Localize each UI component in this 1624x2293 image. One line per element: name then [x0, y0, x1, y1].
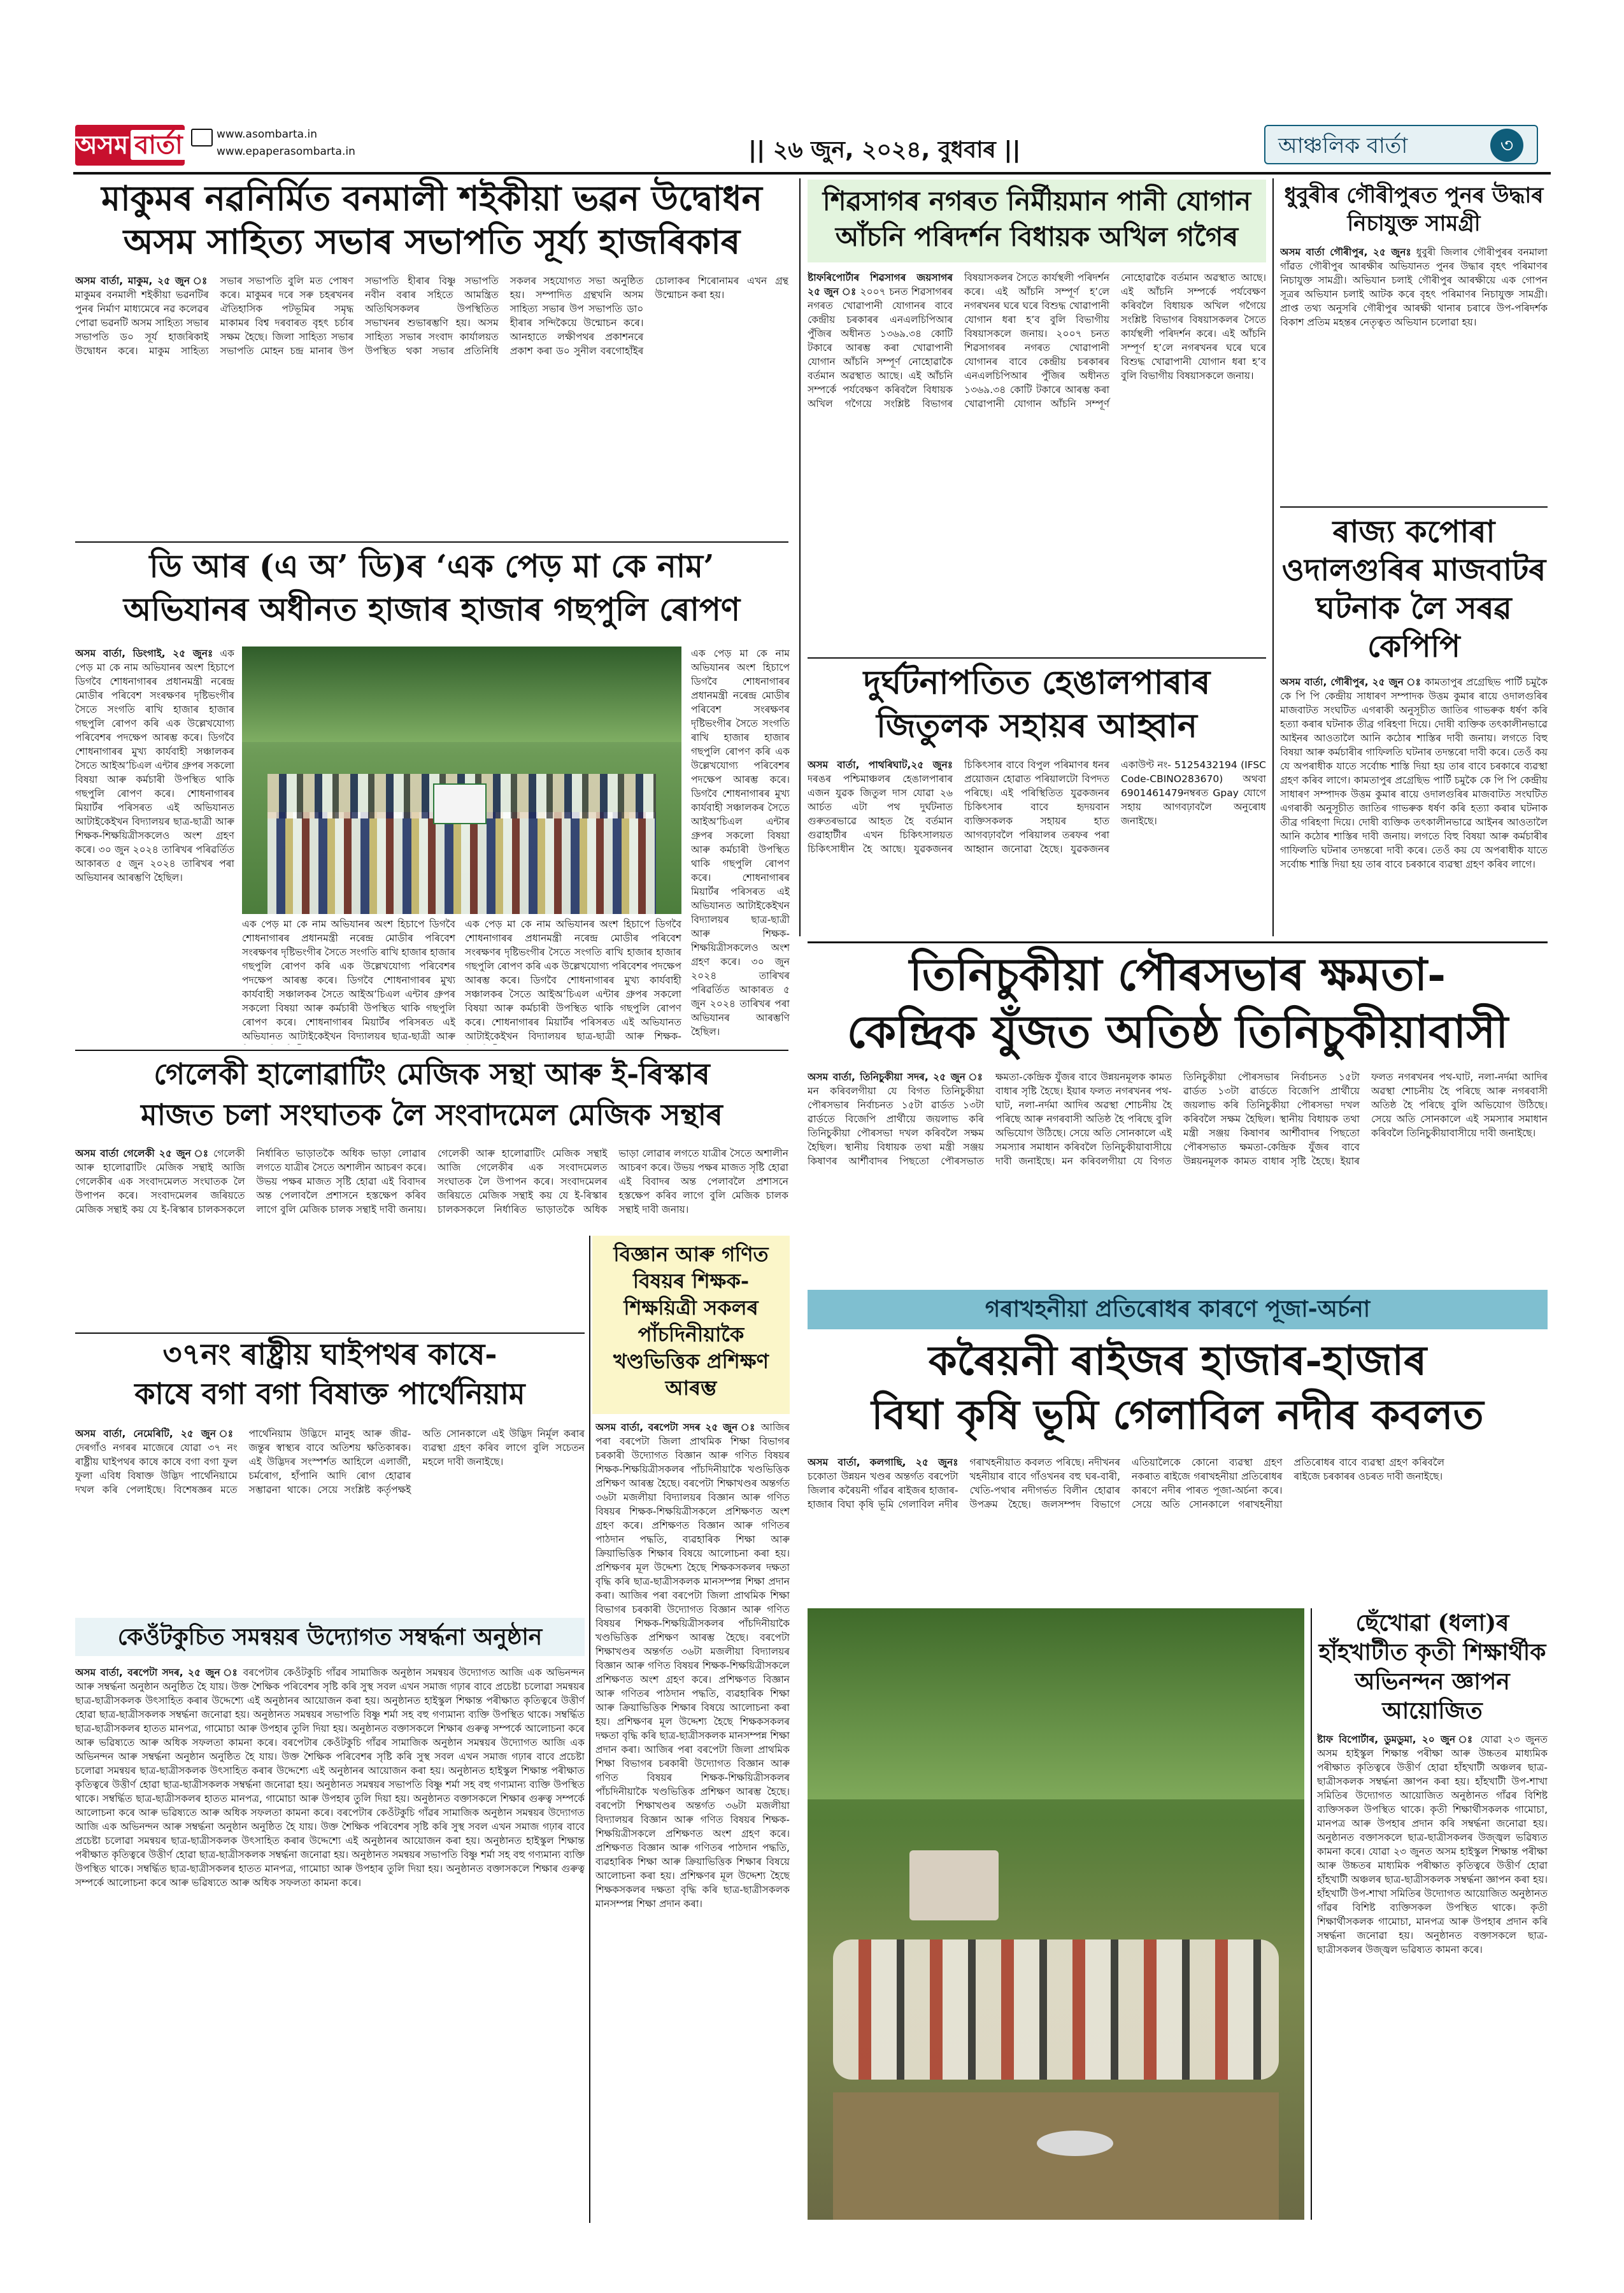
masthead-divider — [73, 172, 1551, 175]
chhekhowa-body-text-2: যোৱা ২৩ জুনত অসম হাইস্কুল শিক্ষান্ত পৰীক্ষা আৰু উচ্চতৰ মাধ্যমিক পৰীক্ষাত কৃতিত্বৰে উত্তীৰ্ণ হোৱা হাঁহখাটী অঞ্চলৰ ছাত্ৰ-ছাত্ৰীসকলক সম্বৰ্দ্ধনা জ্ঞাপন কৰা হয়। হাঁহখাটী উপ-শাখা সমিতিৰ উদ্যোগত আয়োজিত অনুষ্ঠানত গাঁৱৰ বিশিষ্ট ব্যক্তিসকল উপস্থিত থাকে। কৃতী শিক্ষাৰ্থীসকলক গামোচা, মানপত্ৰ আৰু উপহাৰ প্ৰদান কৰি সম্বৰ্দ্ধনা জনোৱা হয়। অনুষ্ঠানত বক্তাসকলে ছাত্ৰ-ছাত্ৰীসকলৰ উজ্জ্বল ভৱিষ্যত কামনা কৰে। — [1317, 1846, 1548, 1955]
nh37-body-text: দেৰগাঁও নগৰৰ মাজেৰে যোৱা ৩৭ নং ৰাষ্ট্ৰীয় ঘাইপথৰ কাষে কাষে বগা বগা ফুল ফুলা এবিধ বিষাক্ত উদ্ভিদ পাৰ্থেনিয়ামে দখল কৰি পেলাইছে। বিশেষজ্ঞৰ মতে পাৰ্থেনিয়াম উদ্ভিদে মানুহ আৰু জীৱ-জন্তুৰ স্বাস্থ্যৰ বাবে অতিশয় ক্ষতিকাৰক। এই উদ্ভিদৰ সংস্পৰ্শত আহিলে এলাৰ্জী, চৰ্মৰোগ, হাঁপানি আদি ৰোগ হোৱাৰ সম্ভাৱনা থাকে। সেয়ে সংশ্লিষ্ট কৰ্তৃপক্ষই অতি সোনকালে এই উদ্ভিদ নিৰ্মূল কৰাৰ ব্যৱস্থা গ্ৰহণ কৰিব লাগে বুলি সচেতন মহলে দাবী জনাইছে। — [75, 1428, 585, 1496]
gorakhania-body-text: চকোতা উন্নয়ন খণ্ডৰ অন্তৰ্গত বৰপেটা জিলাৰ কৰৈয়নী গাঁৱৰ ৰাইজৰ হাজাৰ-হাজাৰ বিঘা কৃষি ভূমি গেলাবিল নদীৰ গৰাখহনীয়াত কবলত পৰিছে। নদীখনৰ খহনীয়াৰ বাবে গাঁওখনৰ বহু ঘৰ-বাৰী, খেতি-পথাৰ নদীগৰ্ভত বিলীন হোৱাৰ উপক্ৰম হৈছে। জলসম্পদ বিভাগে এতিয়ালৈকে কোনো ব্যৱস্থা গ্ৰহণ নকৰাত ৰাইজে গৰাখহনীয়া প্ৰতিৰোধৰ কাৰণে নদীৰ পাৰত পূজা-অৰ্চনা কৰে। সেয়ে অতি সোনকালে গৰাখহনীয়া প্ৰতিৰোধৰ বাবে ব্যৱস্থা গ্ৰহণ কৰিবলৈ ৰাইজে চৰকাৰৰ ওচৰত দাবী জনাইছে। — [808, 1457, 1444, 1510]
kpp-dateline: অসম বাৰ্তা, গৌৰীপুৰ, ২৫ জুন ঃ — [1280, 676, 1421, 688]
gelekey-body-text-2: গেলেকী আৰু হালোৱাটিং মেজিক সন্থাই আজি গেলেকীৰ এক সংবাদমেলত সংঘাতক লৈ উপাপন কৰে। সংবাদমেলৰ জৰিয়তে মেজিক সন্থাই কয় যে ই-ৰিস্কাৰ চালকসকলে নিৰ্ধাৰিত ভাড়াতকৈ অধিক ভাড়া লোৱাৰ লগতে যাত্ৰীৰ সৈতে অশালীন আচৰণ কৰে। উভয় পক্ষৰ মাজত সৃষ্টি হোৱা এই বিবাদৰ অন্ত পেলাবলৈ প্ৰশাসনে হস্তক্ষেপ কৰিব লাগে বুলি মেজিক চালক সন্থাই দাবী জনায়। — [438, 1148, 788, 1215]
makum-article-body — [75, 274, 788, 529]
nh37-headline-1: ৩৭নং ৰাষ্ট্ৰীয় ঘাইপথৰ কাষে- — [162, 1337, 497, 1371]
crowd-of-people — [267, 812, 656, 914]
dhengalpar-headline-1: দুৰ্ঘটনাপতিত হেঙালপাৰাৰ — [863, 663, 1211, 702]
dhengalpar-body-text: দৰঙৰ পশ্চিমাঞ্চলৰ হেঙালপাৰাৰ এজন যুৱক জিতুল দাস যোৱা ২৬ আৰ্চত এটা পথ দুৰ্ঘটনাত গুৰুতৰভাৱে আহত হৈ বৰ্তমান গুৱাহাটীৰ এখন চিকিৎসালয়ত চিকিৎসাধীন হৈ আছে। যুৱকজনৰ চিকিৎসাৰ বাবে বিপুল পৰিমাণৰ ধনৰ প্ৰয়োজন হোৱাত পৰিয়ালটো বিপদত পৰিছে। এই পৰিস্থিতিত যুৱকজনৰ চিকিৎসাৰ বাবে হৃদয়বান ব্যক্তিসকলক সহায়ৰ হাত আগবঢ়াবলৈ পৰিয়ালৰ তৰফৰ পৰা আহ্বান জনোৱা হৈছে। — [808, 759, 1109, 855]
keotukuchi-article-body — [75, 1666, 585, 2220]
science-dateline: অসম বাৰ্তা, বৰপেটা সদৰ ২৫ জুন ঃ — [595, 1422, 757, 1433]
column-divider — [1311, 1608, 1312, 2220]
ekper-article-body-cont2 — [465, 917, 681, 1045]
women-praying-group — [833, 1939, 1279, 2080]
kpp-article-body — [1280, 675, 1548, 930]
chhekhowa-article-body — [1317, 1732, 1548, 2220]
municipality-body-text-2: মন কৰিবলগীয়া যে বিগত তিনিচুকীয়া পৌৰসভাৰ নিৰ্বাচনত ১৫টা ৱাৰ্ডত ১৩টা ৱাৰ্ডতে বিজেপি প্ৰাৰ্থীয়ে জয়লাভ কৰি তিনিচুকীয়া পৌৰসভা দখল কৰিবলৈ সক্ষম হৈছিল। স্থানীয় বিধায়ক তথা মন্ত্ৰী সঞ্জয় কিষাণৰ আৰ্শীবাদৰ পিছতো পৌৰসভাত ক্ষমতা-কেন্দ্ৰিক যুঁজৰ বাবে উন্নয়নমূলক কামত বাধাৰ সৃষ্টি হৈছে। ইয়াৰ ফলত নগৰখনৰ পথ-ঘাট, নলা-নৰ্দমা আদিৰ অৱস্থা শোচনীয় হৈ পৰিছে আৰু নগৰবাসী অতিষ্ঠ হৈ পৰিছে বুলি অভিযোগ উঠিছে। সেয়ে অতি সোনকালে এই সমস্যাৰ সমাধান কৰিবলৈ তিনিচুকীয়াবাসীয়ে দাবী জনাইছে। — [1062, 1071, 1548, 1167]
gelekey-headline-1: গেলেকী হালোৱাটিং মেজিক সন্থা আৰু ই-ৰিস্কাৰ — [153, 1057, 710, 1091]
column-divider — [799, 178, 801, 936]
ground — [833, 2092, 1279, 2220]
ekper-article-body-cont — [242, 917, 455, 1045]
gorakhania-article-body — [808, 1455, 1444, 1602]
dhubri-dateline: অসম বাৰ্তা গৌৰীপুৰ, ২৫ জুনঃ — [1280, 246, 1411, 258]
dhengalpar-headline-2: জিতুলক সহায়ৰ আহ্বান — [876, 706, 1197, 745]
epaper-url[interactable]: www.epaperasombarta.in — [217, 145, 355, 158]
makum-body-text: মাকুমৰ বনমালী শইকীয়া ভৱনটিৰ পুনৰ নিৰ্মাণ মাধ্যমেৰে নৱ কলেৱৰ পোৱা ভৱনটি অসম সাহিত্য সভাৰ সভাপতি ড০ সূৰ্য হাজৰিকাই উদ্বোধন কৰে। মাকুম সাহিত্য সভাৰ সভাপতি বুলি মত পোষণ কৰে। মাকুমৰ দৰে সৰু চহৰখনৰ ঐতিহাসিক পটভূমিৰ সমৃদ্ধ মাকামৰ বিশ্ব দৰবাৰত বৃহৎ চৰ্চাৰ সক্ষম হৈছে। জিলা সাহিত্য সভাৰ সভাপতি মোহন চন্দ্ৰ মানাৰ উপ সভাপতি হীৰাৰ বিষ্ণু সভাপতি নবীন বৰাৰ সহিতে আমন্ত্ৰিত অতিথিসকলৰ উপস্থিতিত সভাখনৰ শুভাৰম্ভণি হয়। অসম সাহিত্য সভাৰ সংবাদ কাৰ্যালয়ত উপস্থিত থকা সভাৰ প্ৰতিনিধি সকলৰ সহযোগত সভা অনুষ্ঠিত হয়। সম্পাদিত গ্ৰন্থখনি অসম সাহিত্য সভাৰ উপ সভাপতি ডা০ হীৰাৰ সন্দিকৈয়ে উন্মোচন কৰে। আনহাতে লক্ষীপথৰ প্ৰকাশনৰে প্ৰকাশ কৰা ড০ সুনীল বৰগোহাঁইৰ চোলাকৰ শিৰোনামৰ এখন গ্ৰন্থ উন্মোচন কৰা হয়। — [75, 275, 788, 357]
ekper-article-body-cont3 — [691, 646, 790, 1041]
ekper-body-text-4: এক পেড় মা কে নাম অভিযানৰ অংশ হিচাপে ডিগবৈ শোধনাগাৰৰ প্ৰধানমন্ত্ৰী নৰেন্দ্ৰ মোডীৰ পৰিবেশ সংৰক্ষণৰ দৃষ্টিভংগীৰ সৈতে সংগতি ৰাখি হাজাৰ হাজাৰ গছপুলি ৰোপণ কৰি এক উল্লেখযোগ্য পৰিবেশৰ পদক্ষেপ আৰম্ভ কৰে। ডিগবৈ শোধনাগাৰৰ মুখ্য কাৰ্যবাহী সঞ্চালকৰ সৈতে আইঅ’চিএল এন্টাৰ গ্ৰুপৰ সকলো বিষয়া আৰু কৰ্মচাৰী উপস্থিত থাকি গছপুলি ৰোপণ কৰে। শোধনাগাৰৰ মিয়াৰ্টৰ পৰিসৰত এই অভিযানত আটাইকেইখন বিদ্যালয়ৰ ছাত্ৰ-ছাত্ৰী আৰু শিক্ষক-শিক্ষয়িত্ৰীসকলেও অংশ গ্ৰহণ কৰে। ৩০ জুন ২০২৪ তাৰিখৰ পৰিৱৰ্তিত আকাৰত ৫ জুন ২০২৪ তাৰিখৰ পৰা অভিযানৰ আৰম্ভণি হৈছিল। — [691, 648, 790, 1038]
column-divider — [1272, 178, 1274, 936]
keotukuchi-dateline: অসম বাৰ্তা, বৰপেটা সদৰ, ২৫ জুন ঃ — [75, 1667, 239, 1678]
divider — [75, 1050, 788, 1051]
municipality-body-text: মন কৰিবলগীয়া যে বিগত তিনিচুকীয়া পৌৰসভাৰ নিৰ্বাচনত ১৫টা ৱাৰ্ডত ১৩টা ৱাৰ্ডতে বিজেপি প্ৰাৰ্থীয়ে জয়লাভ কৰি তিনিচুকীয়া পৌৰসভা দখল কৰিবলৈ সক্ষম হৈছিল। স্থানীয় বিধায়ক তথা মন্ত্ৰী সঞ্জয় কিষাণৰ আৰ্শীবাদৰ পিছতো পৌৰসভাত ক্ষমতা-কেন্দ্ৰিক যুঁজৰ বাবে উন্নয়নমূলক কামত বাধাৰ সৃষ্টি হৈছে। ইয়াৰ ফলত নগৰখনৰ পথ-ঘাট, নলা-নৰ্দমা আদিৰ অৱস্থা শোচনীয় হৈ পৰিছে আৰু নগৰবাসী অতিষ্ঠ হৈ পৰিছে বুলি অভিযোগ উঠিছে। সেয়ে অতি সোনকালে এই সমস্যাৰ সমাধান কৰিবলৈ তিনিচুকীয়াবাসীয়ে দাবী জনাইছে। — [808, 1071, 1172, 1167]
ekper-article-body — [75, 646, 234, 1041]
gorakhania-headline-1: কৰৈয়নী ৰাইজৰ হাজাৰ-হাজাৰ — [928, 1337, 1427, 1385]
ekper-body-text-3: এক পেড় মা কে নাম অভিযানৰ অংশ হিচাপে ডিগবৈ শোধনাগাৰৰ প্ৰধানমন্ত্ৰী নৰেন্দ্ৰ মোডীৰ পৰিবেশ সংৰক্ষণৰ দৃষ্টিভংগীৰ সৈতে সংগতি ৰাখি হাজাৰ হাজাৰ গছপুলি ৰোপণ কৰি এক উল্লেখযোগ্য পৰিবেশৰ পদক্ষেপ আৰম্ভ কৰে। ডিগবৈ শোধনাগাৰৰ মুখ্য কাৰ্যবাহী সঞ্চালকৰ সৈতে আইঅ’চিএল এন্টাৰ গ্ৰুপৰ সকলো বিষয়া আৰু কৰ্মচাৰী উপস্থিত থাকি গছপুলি ৰোপণ কৰে। শোধনাগাৰৰ মিয়াৰ্টৰ পৰিসৰত এই অভিযানত আটাইকেইখন বিদ্যালয়ৰ ছাত্ৰ-ছাত্ৰী আৰু শিক্ষক- — [465, 918, 681, 1042]
sivasagar-body-text-2: ২০০৭ চনত শিৱসাগৰৰ নগৰত খোৱাপানী যোগানৰ বাবে কেন্দ্ৰীয় চৰকাৰৰ এনএলচিপিআৰ পুঁজিৰ অধীনত ১৩৬৯.৩৪ কোটি টকাৰে আৰম্ভ কৰা খোৱাপানী যোগান আঁচনি সম্পূৰ্ণ নোহোৱাকৈ বৰ্তমান অৱস্থাত আছে। এই আঁচনি সম্পৰ্কে পৰ্যবেক্ষণ কৰিবলৈ বিধায়ক অখিল গগৈয়ে সংশ্লিষ্ট বিভাগৰ বিষয়াসকলৰ সৈতে কাৰ্যস্থলী পৰিদৰ্শন কৰে। এই আঁচনি সম্পূৰ্ণ হ’লে নগৰখনৰ ঘৰে ঘৰে বিশুদ্ধ খোৱাপানী যোগান ধৰা হ’ব বুলি বিভাগীয় বিষয়াসকলে জনায়। — [964, 272, 1266, 410]
newspaper-logo: অসম বাৰ্তা — [75, 125, 185, 166]
ekper-body-text: এক পেড় মা কে নাম অভিযানৰ অংশ হিচাপে ডিগবৈ শোধনাগাৰৰ প্ৰধানমন্ত্ৰী নৰেন্দ্ৰ মোডীৰ পৰিবেশ সংৰক্ষণৰ দৃষ্টিভংগীৰ সৈতে সংগতি ৰাখি হাজাৰ হাজাৰ গছপুলি ৰোপণ কৰি এক উল্লেখযোগ্য পৰিবেশৰ পদক্ষেপ আৰম্ভ কৰে। ডিগবৈ শোধনাগাৰৰ মুখ্য কাৰ্যবাহী সঞ্চালকৰ সৈতে আইঅ’চিএল এন্টাৰ গ্ৰুপৰ সকলো বিষয়া আৰু কৰ্মচাৰী উপস্থিত থাকি গছপুলি ৰোপণ কৰে। শোধনাগাৰৰ মিয়াৰ্টৰ পৰিসৰত এই অভিযানত আটাইকেইখন বিদ্যালয়ৰ ছাত্ৰ-ছাত্ৰী আৰু শিক্ষক-শিক্ষয়িত্ৰীসকলেও অংশ গ্ৰহণ কৰে। ৩০ জুন ২০২৪ তাৰিখৰ পৰিৱৰ্তিত আকাৰত ৫ জুন ২০২৪ তাৰিখৰ পৰা অভিযানৰ আৰম্ভণি হৈছিল। — [75, 648, 234, 883]
gelekey-headline-2: মাজত চলা সংঘাতক লৈ সংবাদমেল মেজিক সন্থাৰ — [141, 1097, 723, 1132]
dhengalpar-bank-details: যুৱকজনৰ একাউণ্ট নং- 5125432194 (IFSC Code-CBINO283670) অথবা 6901461479নম্বৰত Gpay যোগে সহায় আগবঢ়াবলৈ অনুৰোধ জনাইছে। — [1071, 759, 1266, 855]
gorakhania-kicker: গৰাখহনীয়া প্ৰতিৰোধৰ কাৰণে পূজা-অৰ্চনা — [808, 1290, 1548, 1329]
keotukuchi-headline: কেওঁটকুচিত সমন্বয়ৰ উদ্যোগত সম্বৰ্দ্ধনা অনুষ্ঠান — [75, 1618, 585, 1656]
kpp-body-text-2: কামতাপুৰ প্ৰগ্ৰেছিভ পাৰ্টি চমুকৈ কে পি পি কেন্দ্ৰীয় সাধাৰণ সম্পাদক উত্তম কুমাৰ ৰায়ে ওদালগুৰিৰ মাজবাটত সংঘটিত এগৰাকী অনুসূচীত জাতিৰ গাভৰুক ধৰ্ষণ কৰি হত্যা কৰাৰ ঘটনাক তীব্ৰ গৰিহণা দিয়ে। দোষী ব্যক্তিক তৎকালীনভাৱে আইনৰ আওতালৈ আনি কঠোৰ শাস্তিৰ দাবী জনায়। লগতে বিহু বিষয়া আৰু কৰ্মচাৰীৰ গাফিলতি ঘটনাৰ তদন্তৰো দাবী কৰে। তেওঁ কয় যে অপৰাধীক যাতে সৰ্বোচ্চ শাস্তি দিয়া হয় তাৰ বাবে চৰকাৰে ব্যৱস্থা গ্ৰহণ কৰিব লাগে। — [1280, 775, 1548, 870]
keotukuchi-body-text: বৰপেটাৰ কেওঁটকুচি গাঁৱৰ সামাজিক অনুষ্ঠান সমন্বয়ৰ উদ্যোগত আজি এক অভিনন্দন আৰু সম্বৰ্দ্ধনা অনুষ্ঠান অনুষ্ঠিত হৈ যায়। উক্ত শৈক্ষিক পৰিবেশৰ সৃষ্টি কৰি সুস্থ সবল এখন সমাজ গঢ়াৰ বাবে প্ৰচেষ্টা চলোৱা সমন্বয়ৰ ছাত্ৰ-ছাত্ৰীসকলক উৎসাহিত কৰাৰ উদ্দেশ্যে এই অনুষ্ঠানৰ আয়োজন কৰা হয়। অনুষ্ঠানত হাইস্কুল শিক্ষান্ত পৰীক্ষাত কৃতিত্বৰে উত্তীৰ্ণ হোৱা ছাত্ৰ-ছাত্ৰীসকলক সম্বৰ্দ্ধনা জনোৱা হয়। অনুষ্ঠানত সমন্বয়ৰ সভাপতি বিষ্ণু শৰ্মা সহ বহু গণ্যমান্য ব্যক্তি উপস্থিত থাকে। সম্বৰ্দ্ধিত ছাত্ৰ-ছাত্ৰীসকলৰ হাতত মানপত্ৰ, গামোচা আৰু উপহাৰ তুলি দিয়া হয়। অনুষ্ঠানত বক্তাসকলে শিক্ষাৰ গুৰুত্ব সম্পৰ্কে আলোচনা কৰে আৰু ভৱিষ্যতে আৰু অধিক সফলতা কামনা কৰে। — [75, 1667, 585, 1748]
municipality-headline-1: তিনিচুকীয়া পৌৰসভাৰ ক্ষমতা- — [909, 948, 1446, 1001]
sivasagar-headline-box — [808, 180, 1266, 262]
sivasagar-dateline: ষ্টাফৰিপোৰ্টাৰ শিৱসাগৰ জয়সাগৰ ২৫ জুন ঃ — [808, 272, 953, 297]
makum-dateline: অসম বাৰ্তা, মাকুম, ২৫ জুন ঃ — [75, 275, 209, 287]
column-divider — [589, 1236, 590, 2223]
website-urls — [217, 126, 355, 161]
campaign-banner — [433, 783, 487, 824]
municipality-dateline: অসম বাৰ্তা, তিনিচুকীয়া সদৰ, ২৫ জুন ঃ — [808, 1071, 984, 1083]
science-training-headline-box — [592, 1236, 790, 1414]
trees-background — [242, 646, 681, 742]
makum-headline-2: অসম সাহিত্য সভাৰ সভাপতি সূৰ্য্য হাজৰিকাৰ — [123, 221, 741, 262]
ekper-dateline: অসম বাৰ্তা, ডিংগাই, ২৫ জুনঃ — [75, 648, 213, 659]
sivasagar-body-text: ২০০৭ চনত শিৱসাগৰৰ নগৰত খোৱাপানী যোগানৰ বাবে কেন্দ্ৰীয় চৰকাৰৰ এনএলচিপিআৰ পুঁজিৰ অধীনত ১৩৬৯.৩৪ কোটি টকাৰে আৰম্ভ কৰা খোৱাপানী যোগান আঁচনি সম্পূৰ্ণ নোহোৱাকৈ বৰ্তমান অৱস্থাত আছে। এই আঁচনি সম্পৰ্কে পৰ্যবেক্ষণ কৰিবলৈ বিধায়ক অখিল গগৈয়ে সংশ্লিষ্ট বিভাগৰ বিষয়াসকলৰ সৈতে কাৰ্যস্থলী পৰিদৰ্শন কৰে। এই আঁচনি সম্পূৰ্ণ হ’লে নগৰখনৰ ঘৰে ঘৰে বিশুদ্ধ খোৱাপানী যোগান ধৰা হ’ব বুলি বিভাগীয় বিষয়াসকলে জনায়। — [808, 272, 1109, 410]
makum-headline-1: মাকুমৰ নৱনিৰ্মিত বনমালী শইকীয়া ভৱন উদ্বোধন — [101, 178, 762, 218]
gorakhania-headline-2: বিঘা কৃষি ভূমি গেলাবিল নদীৰ কবলত — [871, 1391, 1484, 1439]
dhubri-body-text: ধুবুৰী জিলাৰ গৌৰীপুৰৰ বনমালা গাঁৱত গৌৰীপুৰ আৰক্ষীৰ অভিযানত পুনৰ উদ্ধাৰ বৃহৎ পৰিমাণৰ নিচাযুক্ত সামগ্ৰী। অভিযান চলাই গৌৰীপুৰ আৰক্ষীয়ে এক গোপন সূত্ৰৰ অভিযান চলাই আটক কৰে বৃহৎ পৰিমাণৰ নিচাযুক্ত সামগ্ৰী। প্ৰাপ্ত তথ্য অনুসৰি গৌৰীপুৰ আৰক্ষী থানাৰ চৰাৰে উপ-পৰিদৰ্শক বিকাশ প্ৰতিম মহন্তৰ নেতৃত্বত অভিযান চলোৱা হয়। — [1280, 246, 1548, 328]
divider — [75, 541, 788, 543]
chhekhowa-dateline: ষ্টাফ বিপোৰ্টাৰ, ডুমডুমা, ২০ জুন ঃ — [1317, 1734, 1475, 1745]
sivasagar-headline-1: শিৱসাগৰ নগৰত নিৰ্মীয়মান পানী যোগান — [822, 185, 1251, 217]
chhekhowa-headline: ছেঁখোৱা (ধলা)ৰ হাঁহখাটীত কৃতী শিক্ষাৰ্থীক অভিনন্দন জ্ঞাপন আয়োজিত — [1318, 1610, 1546, 1724]
dhubri-headline: ধুবুৰীৰ গৌৰীপুৰত পুনৰ উদ্ধাৰ নিচাযুক্ত সামগ্ৰী — [1284, 183, 1544, 236]
web-icon — [191, 129, 213, 146]
keotukuchi-body-text-3: বৰপেটাৰ কেওঁটকুচি গাঁৱৰ সামাজিক অনুষ্ঠান সমন্বয়ৰ উদ্যোগত আজি এক অভিনন্দন আৰু সম্বৰ্দ্ধনা অনুষ্ঠান অনুষ্ঠিত হৈ যায়। উক্ত শৈক্ষিক পৰিবেশৰ সৃষ্টি কৰি সুস্থ সবল এখন সমাজ গঢ়াৰ বাবে প্ৰচেষ্টা চলোৱা সমন্বয়ৰ ছাত্ৰ-ছাত্ৰীসকলক উৎসাহিত কৰাৰ উদ্দেশ্যে এই অনুষ্ঠানৰ আয়োজন কৰা হয়। অনুষ্ঠানত হাইস্কুল শিক্ষান্ত পৰীক্ষাত কৃতিত্বৰে উত্তীৰ্ণ হোৱা ছাত্ৰ-ছাত্ৰীসকলক সম্বৰ্দ্ধনা জনোৱা হয়। অনুষ্ঠানত সমন্বয়ৰ সভাপতি বিষ্ণু শৰ্মা সহ বহু গণ্যমান্য ব্যক্তি উপস্থিত থাকে। সম্বৰ্দ্ধিত ছাত্ৰ-ছাত্ৰীসকলৰ হাতত মানপত্ৰ, গামোচা আৰু উপহাৰ তুলি দিয়া হয়। অনুষ্ঠানত বক্তাসকলে শিক্ষাৰ গুৰুত্ব সম্পৰ্কে আলোচনা কৰে আৰু ভৱিষ্যতে আৰু অধিক সফলতা কামনা কৰে। — [75, 1807, 585, 1889]
gelekey-dateline: অসম বাৰ্তা গেলেকী ২৫ জুন ঃ — [75, 1148, 210, 1159]
dhengalpar-dateline: অসম বাৰ্তা, পাথৰিঘাট,২৫ জুনঃ — [808, 759, 953, 771]
kpp-body-text: কামতাপুৰ প্ৰগ্ৰেছিভ পাৰ্টি চমুকৈ কে পি পি কেন্দ্ৰীয় সাধাৰণ সম্পাদক উত্তম কুমাৰ ৰায়ে ওদালগুৰিৰ মাজবাটত সংঘটিত এগৰাকী অনুসূচীত জাতিৰ গাভৰুক ধৰ্ষণ কৰি হত্যা কৰাৰ ঘটনাক তীব্ৰ গৰিহণা দিয়ে। দোষী ব্যক্তিক তৎকালীনভাৱে আইনৰ আওতালৈ আনি কঠোৰ শাস্তিৰ দাবী জনায়। লগতে বিহু বিষয়া আৰু কৰ্মচাৰীৰ গাফিলতি ঘটনাৰ তদন্তৰো দাবী কৰে। তেওঁ কয় যে অপৰাধীক যাতে সৰ্বোচ্চ শাস্তি দিয়া হয় তাৰ বাবে চৰকাৰে ব্যৱস্থা গ্ৰহণ কৰিব লাগে। — [1280, 676, 1548, 786]
nh37-article-body — [75, 1427, 585, 1605]
kpp-headline: ৰাজ্য কপোৰা ওদালগুৰিৰ মাজবাটৰ ঘটনাক লৈ সৰৱ কেপিপি — [1281, 514, 1546, 664]
issue-date: || ২৬ জুন, ২০২৪, বুধবাৰ || — [748, 137, 1021, 163]
science-headline: বিজ্ঞান আৰু গণিত বিষয়ৰ শিক্ষক-শিক্ষয়িত্ৰী সকলৰ পাঁচদিনীয়াকৈ খণ্ডভিত্তিক প্ৰশিক্ষণ আৰম্ভ — [613, 1242, 769, 1400]
gorakhania-dateline: অসম বাৰ্তা, কলগাছি, ২৫ জুনঃ — [808, 1457, 958, 1468]
website-url[interactable]: www.asombarta.in — [217, 128, 317, 141]
dhengalpar-article-body — [808, 758, 1266, 936]
page-number: ৩ — [1490, 129, 1523, 162]
ekper-headline-1: ডি আৰ (এ অ’ ডি)ৰ ‘এক পেড় মা কে নাম’ — [149, 547, 715, 585]
section-label: আঞ্চলিক বাৰ্তা — [1264, 125, 1538, 164]
nh37-headline-2: কাষে বগা বগা বিষাক্ত পাৰ্থেনিয়াম — [134, 1376, 525, 1411]
science-article-body — [595, 1420, 790, 2217]
sivasagar-article-body — [808, 271, 1266, 650]
divider — [808, 941, 1548, 943]
ekper-body-text-2: এক পেড় মা কে নাম অভিযানৰ অংশ হিচাপে ডিগবৈ শোধনাগাৰৰ প্ৰধানমন্ত্ৰী নৰেন্দ্ৰ মোডীৰ পৰিবেশ সংৰক্ষণৰ দৃষ্টিভংগীৰ সৈতে সংগতি ৰাখি হাজাৰ হাজাৰ গছপুলি ৰোপণ কৰি এক উল্লেখযোগ্য পৰিবেশৰ পদক্ষেপ আৰম্ভ কৰে। ডিগবৈ শোধনাগাৰৰ মুখ্য কাৰ্যবাহী সঞ্চালকৰ সৈতে আইঅ’চিএল এন্টাৰ গ্ৰুপৰ সকলো বিষয়া আৰু কৰ্মচাৰী উপস্থিত থাকি গছপুলি ৰোপণ কৰে। শোধনাগাৰৰ মিয়াৰ্টৰ পৰিসৰত এই অভিযানত আটাইকেইখন বিদ্যালয়ৰ ছাত্ৰ-ছাত্ৰী আৰু — [242, 918, 455, 1042]
sivasagar-headline-2: আঁচনি পৰিদৰ্শন বিধায়ক অখিল গগৈৰ — [835, 221, 1239, 253]
gelekey-body-text: গেলেকী আৰু হালোৱাটিং মেজিক সন্থাই আজি গেলেকীৰ এক সংবাদমেলত সংঘাতক লৈ উপাপন কৰে। সংবাদমেলৰ জৰিয়তে মেজিক সন্থাই কয় যে ই-ৰিস্কাৰ চালকসকলে নিৰ্ধাৰিত ভাড়াতকৈ অধিক ভাড়া লোৱাৰ লগতে যাত্ৰীৰ সৈতে অশালীন আচৰণ কৰে। উভয় পক্ষৰ মাজত সৃষ্টি হোৱা এই বিবাদৰ অন্ত পেলাবলৈ প্ৰশাসনে হস্তক্ষেপ কৰিব লাগে বুলি মেজিক চালক সন্থাই দাবী জনায়। — [75, 1148, 426, 1215]
divider — [75, 1332, 585, 1334]
river-prayer-photo — [808, 1608, 1304, 2220]
science-body-text-2: আজিৰ পৰা বৰপেটা জিলা প্ৰাথমিক শিক্ষা বিভাগৰ চৰকাৰী উদ্যোগত বিজ্ঞান আৰু গণিত বিষয়ৰ শিক্ষক-শিক্ষয়িত্ৰীসকলৰ পাঁচদিনীয়াকৈ খণ্ডভিত্তিক প্ৰশিক্ষণ আৰম্ভ হৈছে। বৰপেটা শিক্ষাখণ্ডৰ অন্তৰ্গত ৩৬টা মজলীয়া বিদ্যালয়ৰ বিজ্ঞান আৰু গণিত বিষয়ৰ শিক্ষক-শিক্ষয়িত্ৰীসকলে প্ৰশিক্ষণত অংশ গ্ৰহণ কৰে। প্ৰশিক্ষণত বিজ্ঞান আৰু গণিতৰ পাঠদান পদ্ধতি, ব্যৱহাৰিক শিক্ষা আৰু ক্ৰিয়াভিত্তিক শিক্ষাৰ বিষয়ে আলোচনা কৰা হয়। প্ৰশিক্ষণৰ মূল উদ্দেশ্য হৈছে শিক্ষকসকলৰ দক্ষতা বৃদ্ধি কৰি ছাত্ৰ-ছাত্ৰীসকলক মানসম্পন্ন শিক্ষা প্ৰদান কৰা। — [595, 1590, 790, 1755]
nh37-dateline: অসম বাৰ্তা, নেমেৰিটি, ২৫ জুন ঃ — [75, 1428, 238, 1439]
dhubri-article-body — [1280, 245, 1548, 500]
plantation-group-photo — [242, 646, 681, 914]
chhekhowa-body-text: যোৱা ২৩ জুনত অসম হাইস্কুল শিক্ষান্ত পৰীক্ষা আৰু উচ্চতৰ মাধ্যমিক পৰীক্ষাত কৃতিত্বৰে উত্তীৰ্ণ হোৱা হাঁহখাটী অঞ্চলৰ ছাত্ৰ-ছাত্ৰীসকলক সম্বৰ্দ্ধনা জ্ঞাপন কৰা হয়। হাঁহখাটী উপ-শাখা সমিতিৰ উদ্যোগত আয়োজিত অনুষ্ঠানত গাঁৱৰ বিশিষ্ট ব্যক্তিসকল উপস্থিত থাকে। কৃতী শিক্ষাৰ্থীসকলক গামোচা, মানপত্ৰ আৰু উপহাৰ প্ৰদান কৰি সম্বৰ্দ্ধনা জনোৱা হয়। অনুষ্ঠানত বক্তাসকলে ছাত্ৰ-ছাত্ৰীসকলৰ উজ্জ্বল ভৱিষ্যত কামনা কৰে। — [1317, 1734, 1548, 1857]
shelter-structure — [909, 1850, 999, 1920]
divider — [1280, 506, 1548, 508]
municipality-article-body — [808, 1070, 1548, 1280]
offering-bowl — [1037, 2131, 1113, 2156]
divider — [808, 657, 1266, 659]
ekper-headline-2: অভিযানৰ অধীনত হাজাৰ হাজাৰ গছপুলি ৰোপণ — [123, 590, 741, 628]
science-body-text: আজিৰ পৰা বৰপেটা জিলা প্ৰাথমিক শিক্ষা বিভাগৰ চৰকাৰী উদ্যোগত বিজ্ঞান আৰু গণিত বিষয়ৰ শিক্ষক-শিক্ষয়িত্ৰীসকলৰ পাঁচদিনীয়াকৈ খণ্ডভিত্তিক প্ৰশিক্ষণ আৰম্ভ হৈছে। বৰপেটা শিক্ষাখণ্ডৰ অন্তৰ্গত ৩৬টা মজলীয়া বিদ্যালয়ৰ বিজ্ঞান আৰু গণিত বিষয়ৰ শিক্ষক-শিক্ষয়িত্ৰীসকলে প্ৰশিক্ষণত অংশ গ্ৰহণ কৰে। প্ৰশিক্ষণত বিজ্ঞান আৰু গণিতৰ পাঠদান পদ্ধতি, ব্যৱহাৰিক শিক্ষা আৰু ক্ৰিয়াভিত্তিক শিক্ষাৰ বিষয়ে আলোচনা কৰা হয়। প্ৰশিক্ষণৰ মূল উদ্দেশ্য হৈছে শিক্ষকসকলৰ দক্ষতা বৃদ্ধি কৰি ছাত্ৰ-ছাত্ৰীসকলক মানসম্পন্ন শিক্ষা প্ৰদান কৰা। — [595, 1422, 790, 1601]
municipality-headline-2: কেন্দ্ৰিক যুঁজত অতিষ্ঠ তিনিচুকীয়াবাসী — [846, 1005, 1509, 1058]
science-body-text-3: আজিৰ পৰা বৰপেটা জিলা প্ৰাথমিক শিক্ষা বিভাগৰ চৰকাৰী উদ্যোগত বিজ্ঞান আৰু গণিত বিষয়ৰ শিক্ষক-শিক্ষয়িত্ৰীসকলৰ পাঁচদিনীয়াকৈ খণ্ডভিত্তিক প্ৰশিক্ষণ আৰম্ভ হৈছে। বৰপেটা শিক্ষাখণ্ডৰ অন্তৰ্গত ৩৬টা মজলীয়া বিদ্যালয়ৰ বিজ্ঞান আৰু গণিত বিষয়ৰ শিক্ষক-শিক্ষয়িত্ৰীসকলে প্ৰশিক্ষণত অংশ গ্ৰহণ কৰে। প্ৰশিক্ষণত বিজ্ঞান আৰু গণিতৰ পাঠদান পদ্ধতি, ব্যৱহাৰিক শিক্ষা আৰু ক্ৰিয়াভিত্তিক শিক্ষাৰ বিষয়ে আলোচনা কৰা হয়। প্ৰশিক্ষণৰ মূল উদ্দেশ্য হৈছে শিক্ষকসকলৰ দক্ষতা বৃদ্ধি কৰি ছাত্ৰ-ছাত্ৰীসকলক মানসম্পন্ন শিক্ষা প্ৰদান কৰা। — [595, 1744, 790, 1910]
trees-background — [808, 1608, 1304, 1799]
keotukuchi-body-text-2: বৰপেটাৰ কেওঁটকুচি গাঁৱৰ সামাজিক অনুষ্ঠান সমন্বয়ৰ উদ্যোগত আজি এক অভিনন্দন আৰু সম্বৰ্দ্ধনা অনুষ্ঠান অনুষ্ঠিত হৈ যায়। উক্ত শৈক্ষিক পৰিবেশৰ সৃষ্টি কৰি সুস্থ সবল এখন সমাজ গঢ়াৰ বাবে প্ৰচেষ্টা চলোৱা সমন্বয়ৰ ছাত্ৰ-ছাত্ৰীসকলক উৎসাহিত কৰাৰ উদ্দেশ্যে এই অনুষ্ঠানৰ আয়োজন কৰা হয়। অনুষ্ঠানত হাইস্কুল শিক্ষান্ত পৰীক্ষাত কৃতিত্বৰে উত্তীৰ্ণ হোৱা ছাত্ৰ-ছাত্ৰীসকলক সম্বৰ্দ্ধনা জনোৱা হয়। অনুষ্ঠানত সমন্বয়ৰ সভাপতি বিষ্ণু শৰ্মা সহ বহু গণ্যমান্য ব্যক্তি উপস্থিত থাকে। সম্বৰ্দ্ধিত ছাত্ৰ-ছাত্ৰীসকলৰ হাতত মানপত্ৰ, গামোচা আৰু উপহাৰ তুলি দিয়া হয়। অনুষ্ঠানত বক্তাসকলে শিক্ষাৰ গুৰুত্ব সম্পৰ্কে আলোচনা কৰে আৰু ভৱিষ্যতে আৰু অধিক সফলতা কামনা কৰে। — [75, 1737, 585, 1818]
